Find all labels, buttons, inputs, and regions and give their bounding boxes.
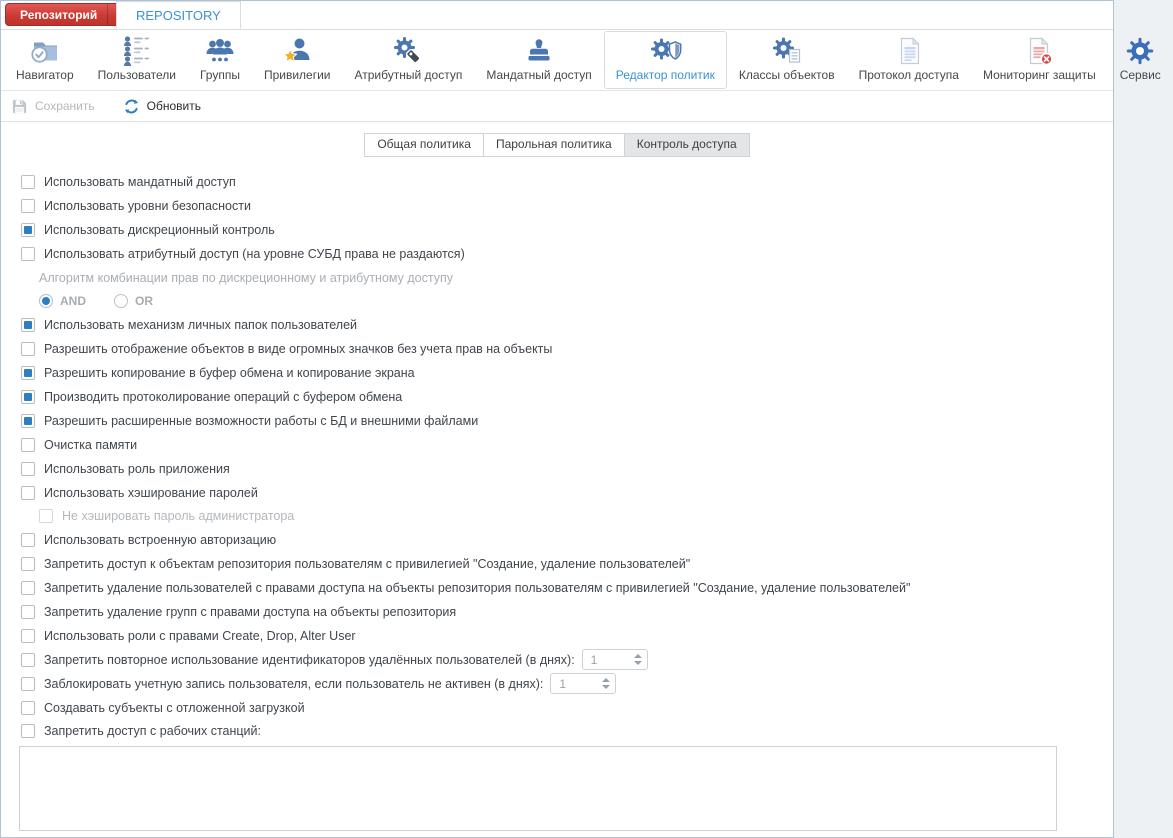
settings-row: [21, 600, 1095, 624]
checkbox-label[interactable]: Заблокировать учетную запись пользователя, если пользователь не активен (в днях):: [44, 676, 544, 691]
radio-dot: [42, 297, 50, 305]
settings-row: [21, 528, 1095, 552]
ribbon-item[interactable]: [847, 31, 971, 89]
spinner-input[interactable]: [591, 653, 621, 667]
checkbox-mark: [24, 321, 32, 329]
checkbox-label[interactable]: Разрешить отображение объектов в виде огромных значков без учета прав на объекты: [44, 342, 553, 357]
spinner-down-icon[interactable]: [602, 685, 610, 689]
workstations-area: [19, 746, 1095, 831]
ribbon-item[interactable]: [474, 31, 603, 89]
ribbon-item-label: Сервис: [1119, 68, 1161, 82]
access-log-document-icon: [893, 35, 925, 67]
checkbox[interactable]: [21, 414, 35, 428]
ribbon-item[interactable]: [4, 31, 86, 89]
spinner-up-icon[interactable]: [634, 654, 642, 658]
checkbox[interactable]: [21, 581, 35, 595]
ribbon-item[interactable]: [188, 31, 252, 89]
checkbox-label[interactable]: Производить протоколирование операций с буфером обмена: [44, 389, 403, 404]
checkbox[interactable]: [21, 390, 35, 404]
checkbox-label[interactable]: Не хэшировать пароль администратора: [62, 509, 295, 524]
settings-row: [21, 433, 1095, 457]
checkbox[interactable]: [39, 509, 53, 523]
checkbox[interactable]: [21, 342, 35, 356]
checkbox-mark: [24, 417, 32, 425]
policy-editor-panel: [1, 122, 1113, 831]
tab-repository[interactable]: [116, 1, 241, 29]
settings-row: [21, 696, 1095, 720]
policy-tab[interactable]: Контроль доступа: [624, 133, 750, 157]
settings-row: [21, 218, 1095, 242]
settings-row: [21, 194, 1095, 218]
service-gear-icon: [1124, 35, 1156, 67]
settings-row: [21, 457, 1095, 481]
checkbox[interactable]: [21, 366, 35, 380]
mandatory-access-stamp-icon: [523, 35, 555, 67]
settings-row: [21, 361, 1095, 385]
checkbox[interactable]: [21, 653, 35, 667]
spinner-buttons[interactable]: [634, 654, 642, 665]
button-split-divider: [107, 4, 108, 25]
radio-option[interactable]: [114, 294, 153, 308]
refresh-button[interactable]: [123, 98, 201, 115]
checkbox[interactable]: [21, 318, 35, 332]
privileges-user-star-icon: [281, 35, 313, 67]
repository-menu-button[interactable]: [5, 3, 133, 26]
settings-row: [21, 552, 1095, 576]
settings-row: [21, 672, 1095, 696]
repository-menu-button-label: Репозиторий: [20, 7, 98, 22]
settings-row: [21, 576, 1095, 600]
checkbox-label[interactable]: Использовать дискреционный контроль: [44, 222, 275, 237]
checkbox-label[interactable]: Запретить повторное использование идентификаторов удалённых пользователей (в днях):: [44, 652, 575, 667]
settings-row: [21, 337, 1095, 361]
checkbox[interactable]: [21, 199, 35, 213]
settings-row: [21, 313, 1095, 337]
checkbox-label[interactable]: Очистка памяти: [44, 437, 138, 452]
section-label: Алгоритм комбинации прав по дискреционному и атрибутному доступу: [39, 270, 453, 285]
navigator-folder-check-icon: [29, 35, 61, 67]
refresh-icon: [123, 98, 140, 115]
radio-option[interactable]: [39, 294, 86, 308]
attribute-access-gear-tag-icon: [392, 35, 424, 67]
policy-editor-gear-shield-icon: [649, 35, 681, 67]
ribbon-item-label: Протокол доступа: [858, 68, 959, 82]
checkbox[interactable]: [21, 175, 35, 189]
checkbox-label[interactable]: Использовать механизм личных папок пользователей: [44, 318, 358, 333]
settings-row: [21, 624, 1095, 648]
policy-tab[interactable]: Общая политика: [364, 133, 484, 157]
access-control-list: [1, 157, 1113, 743]
checkbox-label[interactable]: Использовать роль приложения: [44, 461, 230, 476]
settings-row: [21, 409, 1095, 433]
checkbox[interactable]: [21, 557, 35, 571]
radio-label: OR: [135, 294, 153, 309]
checkbox[interactable]: [21, 438, 35, 452]
ribbon: [1, 30, 1161, 91]
actions-toolbar: [1, 91, 1113, 122]
user-groups-icon: [204, 35, 236, 67]
checkbox[interactable]: [21, 629, 35, 643]
settings-row: [21, 648, 1095, 672]
checkbox[interactable]: [21, 462, 35, 476]
settings-row: [21, 266, 1095, 290]
ribbon-item[interactable]: [1108, 31, 1173, 89]
object-classes-gear-doc-icon: [771, 35, 803, 67]
checkbox[interactable]: [21, 724, 35, 738]
settings-row: [21, 242, 1095, 266]
checkbox-label[interactable]: Использовать хэширование паролей: [44, 485, 258, 500]
radio-label: AND: [60, 294, 86, 309]
save-button[interactable]: [11, 98, 95, 115]
settings-row: [21, 504, 1095, 528]
checkbox-label[interactable]: Запретить удаление пользователей с правами доступа на объекты репозитория пользователям с привилегией "Создание, удаление пользователей": [44, 581, 911, 596]
settings-row: [21, 719, 1095, 743]
ribbon-item[interactable]: [252, 31, 343, 89]
ribbon-item[interactable]: [604, 31, 727, 89]
policy-tab[interactable]: Парольная политика: [483, 133, 625, 157]
checkbox-label[interactable]: Использовать мандатный доступ: [44, 174, 236, 189]
ribbon-item-label: Классы объектов: [738, 68, 835, 82]
checkbox[interactable]: [21, 533, 35, 547]
checkbox[interactable]: [21, 701, 35, 715]
settings-row: [21, 289, 1095, 313]
ribbon-item-label: Привилегии: [263, 68, 331, 82]
number-spinner[interactable]: [582, 649, 648, 670]
checkbox-mark: [24, 393, 32, 401]
checkbox-label[interactable]: Разрешить расширенные возможности работы с БД и внешними файлами: [44, 413, 479, 428]
security-monitor-doc-error-icon: [1023, 35, 1055, 67]
spinner-down-icon[interactable]: [634, 661, 642, 665]
users-list-icon: [121, 35, 153, 67]
ribbon-item-label: Мониторинг защиты: [982, 68, 1096, 82]
checkbox[interactable]: [21, 223, 35, 237]
settings-row: [21, 385, 1095, 409]
number-spinner[interactable]: [550, 673, 616, 694]
checkbox-label[interactable]: Запретить доступ с рабочих станций:: [44, 724, 261, 739]
checkbox-label[interactable]: Использовать атрибутный доступ (на уровне СУБД права не раздаются): [44, 246, 465, 261]
ribbon-item-label: Пользователи: [97, 68, 176, 82]
policy-tab-bar: [1, 133, 1113, 157]
spinner-input[interactable]: [559, 677, 589, 691]
save-button-label: Сохранить: [35, 99, 95, 113]
spinner-buttons[interactable]: [602, 678, 610, 689]
spinner-up-icon[interactable]: [602, 678, 610, 682]
ribbon-item[interactable]: [971, 31, 1108, 89]
checkbox-label[interactable]: Разрешить копирование в буфер обмена и копирование экрана: [44, 366, 415, 381]
checkbox[interactable]: [21, 605, 35, 619]
ribbon-item[interactable]: [727, 31, 847, 89]
save-floppy-icon: [11, 98, 28, 115]
checkbox-label[interactable]: Использовать встроенную авторизацию: [44, 533, 277, 548]
refresh-button-label: Обновить: [146, 99, 201, 113]
ribbon-item-label: Навигатор: [16, 68, 74, 82]
radio-button[interactable]: [39, 294, 53, 308]
checkbox[interactable]: [21, 677, 35, 691]
settings-row: [21, 170, 1095, 194]
ribbon-item[interactable]: [86, 31, 188, 89]
ribbon-item-label: Группы: [199, 68, 240, 82]
tab-repository-label: REPOSITORY: [136, 7, 221, 23]
checkbox-mark: [24, 226, 32, 234]
settings-row: [21, 481, 1095, 505]
checkbox-label[interactable]: Использовать роли с правами Create, Drop, Alter User: [44, 628, 356, 643]
ribbon-item[interactable]: [343, 31, 475, 89]
checkbox[interactable]: [21, 486, 35, 500]
ribbon-item-label: Атрибутный доступ: [354, 68, 463, 82]
checkbox-label[interactable]: Создавать субъекты с отложенной загрузкой: [44, 700, 305, 715]
checkbox-label[interactable]: Запретить удаление групп с правами доступа на объекты репозитория: [44, 604, 457, 619]
workstations-textarea[interactable]: [19, 746, 1057, 831]
checkbox-mark: [24, 369, 32, 377]
top-tab-strip: [1, 1, 1113, 30]
checkbox-label[interactable]: Запретить доступ к объектам репозитория пользователям с привилегией "Создание, удаление пользователей": [44, 557, 691, 572]
ribbon-item-label: Редактор политик: [615, 68, 715, 82]
checkbox-label[interactable]: Использовать уровни безопасности: [44, 198, 251, 213]
radio-button[interactable]: [114, 294, 128, 308]
checkbox[interactable]: [21, 247, 35, 261]
ribbon-item-label: Мандатный доступ: [486, 68, 592, 82]
